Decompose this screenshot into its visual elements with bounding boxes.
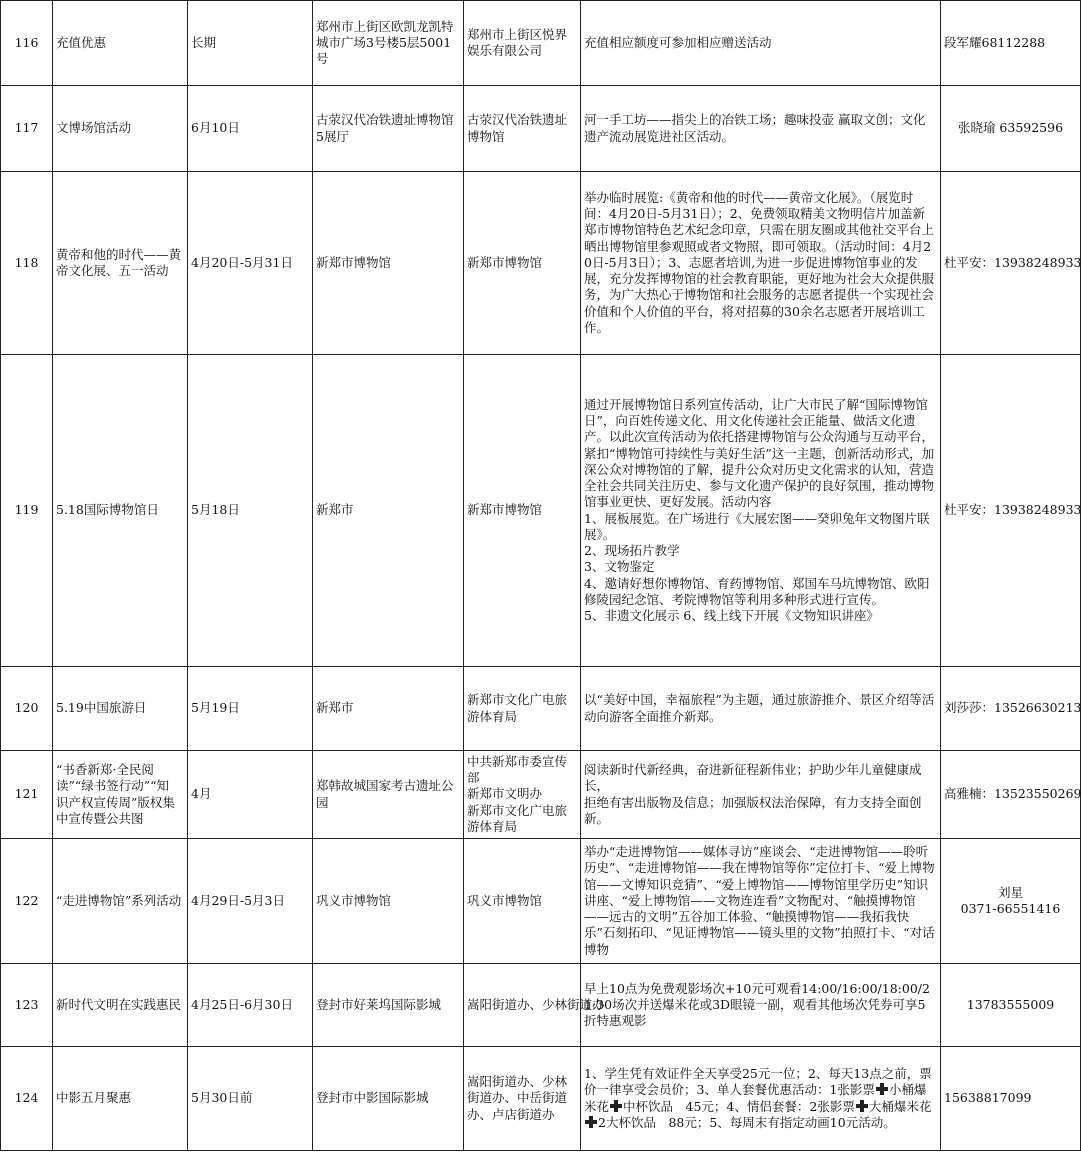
activity-time: 5月30日前	[188, 1047, 313, 1151]
activity-time: 4月29日-5月3日	[188, 839, 313, 964]
desc-part: 大桶爆米花	[868, 1098, 932, 1114]
row-number: 122	[1, 839, 53, 964]
activity-contact: 15638817099	[941, 1047, 1081, 1151]
activity-place: 古荥汉代冶铁遗址博物馆5展厅	[313, 86, 464, 172]
activity-contact: 刘星 0371-66551416	[941, 839, 1081, 964]
activity-organizer: 新郑市博物馆	[464, 172, 581, 355]
activity-description: 举办临时展览:《黄帝和他的时代——黄帝文化展》。（展览时间：4月20日-5月31日）；2、免费领取精美文物明信片加盖新郑市博物馆特色艺术纪念印章，只需在朋友圈或其他社交平台上晒出博物馆里参观照或者文物照，即可领取。（活动时间：4月20日-5月3日）；3、志愿者培训,为进一步促进博物馆事业的发展，充分发挥博物馆的社会教育职能，更好地为社会大众提供服务，为广大热心于博物馆和社会服务的志愿者提供一个实现社会价值和个人价值的平台，将对招募的30余名志愿者开展培训工作。	[581, 172, 941, 355]
desc-part: 2大杯饮品 88元；5、每周末有指定动画10元活动。	[598, 1114, 896, 1130]
activity-place: 郑韩故城国家考古遗址公园	[313, 751, 464, 839]
activity-contact: 段军耀68112288	[941, 1, 1081, 86]
activity-description: 早上10点为免费观影场次+10元可观看14:00/16:00/18:00/21:30场次并送爆米花或3D眼镜一副，观看其他场次凭券可享5折特惠观影	[581, 964, 941, 1047]
table-row	[1, 172, 1081, 355]
activity-description: 举办“走进博物馆——媒体寻访”座谈会、“走进博物馆——聆听历史”、“走进博物馆——我在博物馆等你”定位打卡、“爱上博物馆——文博知识竞猜”、“爱上博物馆——博物馆里学历史”知识讲座、“爱上博物馆——文物连连看”文物配对、“触摸博物馆——远古的文明”五谷加工体验、“触摸博物馆——我拓我快乐”石刻拓印、“见证博物馆——镜头里的文物”拍照打卡、“对话博物	[581, 839, 941, 964]
table-row	[1, 751, 1081, 839]
activity-name: 黄帝和他的时代——黄帝文化展、五一活动	[53, 172, 188, 355]
activity-description: 阅读新时代新经典，奋进新征程新伟业；护助少年儿童健康成长， 拒绝有害出版物及信息；加强版权法治保障，有力支持全面创新。	[581, 751, 941, 839]
activity-organizer: 新郑市文化广电旅游体育局	[464, 667, 581, 751]
row-number: 121	[1, 751, 53, 839]
row-number: 124	[1, 1047, 53, 1151]
activity-name: 5.18国际博物馆日	[53, 355, 188, 667]
table-row	[1, 86, 1081, 172]
activity-place: 新郑市	[313, 667, 464, 751]
activity-place: 新郑市	[313, 355, 464, 667]
activity-name: 中影五月聚惠	[53, 1047, 188, 1151]
row-number: 117	[1, 86, 53, 172]
activity-place: 登封市中影国际影城	[313, 1047, 464, 1151]
desc-part: 1、学生凭有效证件全天享受25元一位；2、每天13点之前，票价一律享受会员价；3、单人套餐优惠活动：1张影票	[584, 1066, 932, 1098]
activity-description	[581, 1047, 941, 1151]
row-number: 120	[1, 667, 53, 751]
activity-name: 充值优惠	[53, 1, 188, 86]
activity-description: 通过开展博物馆日系列宣传活动，让广大市民了解“国际博物馆日”，向百姓传递文化、用文化传递社会正能量、做活文化遗产。以此次宣传活动为依托搭建博物馆与公众沟通与互动平台，紧扣“博物馆可持续性与美好生活”这一主题，创新活动形式，加深公众对博物馆的了解，提升公众对历史文化需求的认知，营造全社会共同关注历史、参与文化遗产保护的良好氛围，推动博物馆事业更快、更好发展。活动内容 1、展板展览。在广场进行《大展宏图——癸卯兔年文物图片联展》。 2、现场拓片教学 3、文物鉴定 4、邀请好想你博物馆、育药博物馆、郑国车马坑博物馆、欧阳修陵园纪念馆、考院博物馆等利用多种形式进行宣传。 5、非遗文化展示 6、线上线下开展《文物知识讲座》	[581, 355, 941, 667]
row-number: 118	[1, 172, 53, 355]
activity-contact: 杜平安：13938248933	[941, 172, 1081, 355]
activity-organizer: 新郑市博物馆	[464, 355, 581, 667]
activity-place: 新郑市博物馆	[313, 172, 464, 355]
activity-name: “走进博物馆”系列活动	[53, 839, 188, 964]
activity-description: 充值相应额度可参加相应赠送活动	[581, 1, 941, 86]
activity-contact: 杜平安：13938248933	[941, 355, 1081, 667]
activity-contact: 高雅楠：13523550269	[941, 751, 1081, 839]
plus-icon	[610, 1100, 622, 1112]
activity-organizer: 巩义市博物馆	[464, 839, 581, 964]
activity-organizer: 嵩阳街道办、少林街道办、中岳街道办、卢店街道办	[464, 1047, 581, 1151]
activity-place: 巩义市博物馆	[313, 839, 464, 964]
activity-time: 4月20日-5月31日	[188, 172, 313, 355]
activity-time: 5月18日	[188, 355, 313, 667]
activity-description: 河一手工坊——指尖上的冶铁工场；趣味投壶 赢取文创；文化遗产流动展览进社区活动。	[581, 86, 941, 172]
activity-time: 5月19日	[188, 667, 313, 751]
activity-time: 长期	[188, 1, 313, 86]
activity-organizer: 郑州市上街区悦界娱乐有限公司	[464, 1, 581, 86]
activity-time: 4月25日-6月30日	[188, 964, 313, 1047]
table-row	[1, 667, 1081, 751]
desc-part: 中杯饮品 45元；4、情侣套餐：2张影票	[623, 1098, 855, 1114]
activity-time: 4月	[188, 751, 313, 839]
table-row	[1, 1, 1081, 86]
activity-organizer: 古荥汉代冶铁遗址博物馆	[464, 86, 581, 172]
activity-organizer: 嵩阳街道办、少林街道办	[464, 964, 581, 1047]
plus-icon	[856, 1100, 868, 1112]
activity-description: 以“美好中国，幸福旅程”为主题，通过旅游推介、景区介绍等活动向游客全面推介新郑。	[581, 667, 941, 751]
row-number: 119	[1, 355, 53, 667]
row-number: 116	[1, 1, 53, 86]
activity-name: 5.19中国旅游日	[53, 667, 188, 751]
activity-name: 新时代文明在实践惠民	[53, 964, 188, 1047]
table-row	[1, 964, 1081, 1047]
table-row	[1, 1047, 1081, 1151]
table-row	[1, 839, 1081, 964]
plus-icon	[876, 1083, 888, 1095]
plus-icon	[585, 1116, 597, 1128]
table-row	[1, 355, 1081, 667]
activity-contact: 13783555009	[941, 964, 1081, 1047]
activity-name: 文博场馆活动	[53, 86, 188, 172]
activity-place: 郑州市上街区欧凯龙凯特城市广场3号楼5层5001号	[313, 1, 464, 86]
activity-time: 6月10日	[188, 86, 313, 172]
activity-contact: 刘莎莎：13526630213	[941, 667, 1081, 751]
activity-name: “书香新郑·全民阅读”“绿书签行动”“知 识产权宣传周”版权集中宣传暨公共图	[53, 751, 188, 839]
activity-place: 登封市好莱坞国际影城	[313, 964, 464, 1047]
row-number: 123	[1, 964, 53, 1047]
activity-contact: 张晓瑜 63592596	[941, 86, 1081, 172]
desc-part: 小桶爆米花	[584, 1082, 927, 1114]
activity-organizer: 中共新郑市委宣传部 新郑市文明办 新郑市文化广电旅游体育局	[464, 751, 581, 839]
